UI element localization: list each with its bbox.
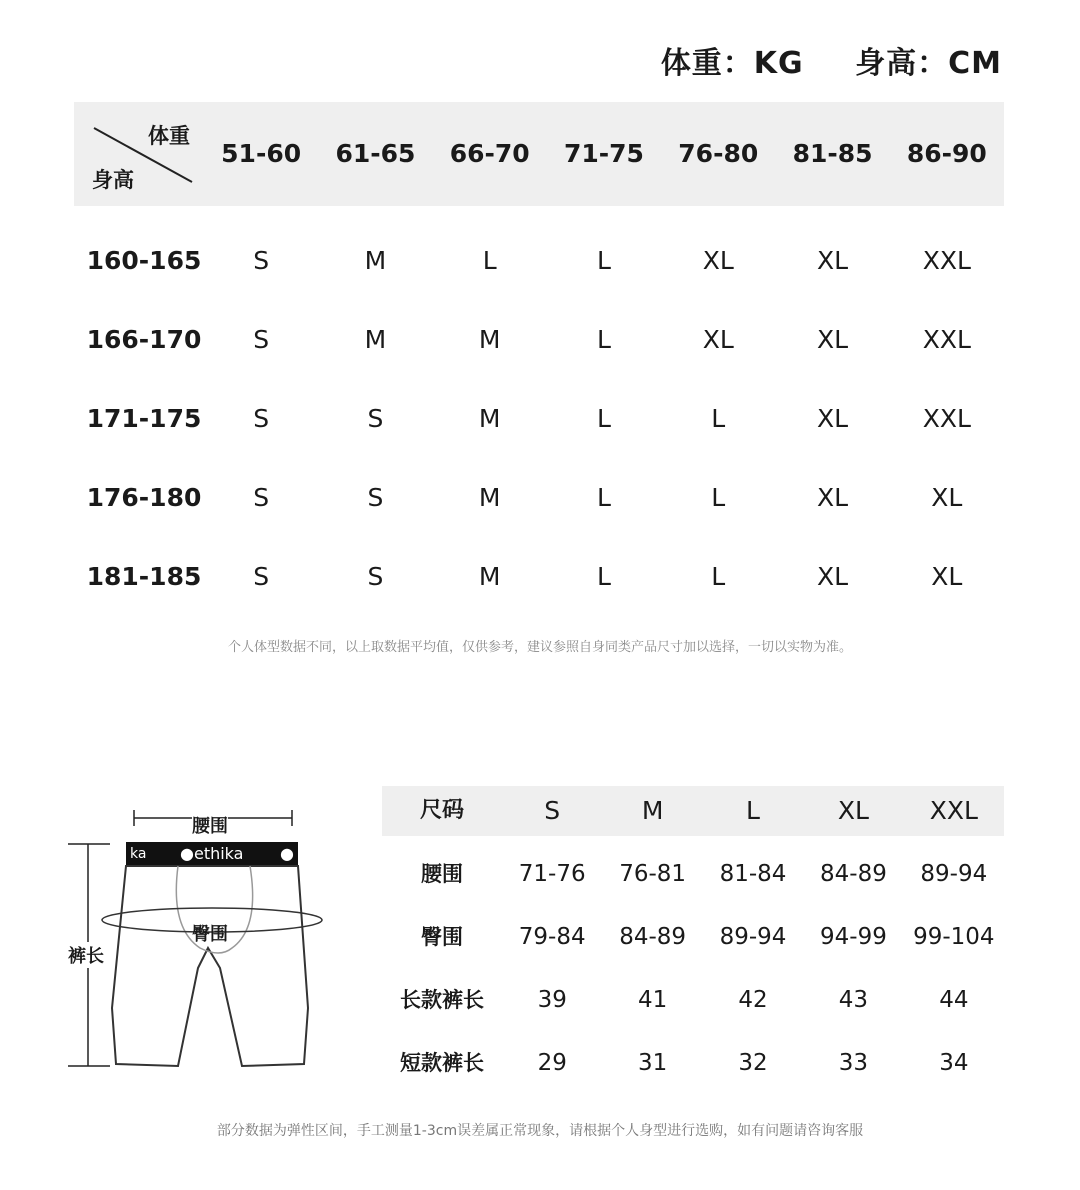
size-header: M: [641, 796, 664, 825]
table-row: [74, 300, 1004, 379]
row-label: 短款裤长: [400, 1051, 484, 1075]
weight-columns: [204, 102, 1004, 206]
measurement-table: [382, 786, 1004, 1088]
size-cell: M: [478, 404, 501, 433]
height-unit: 身高：CM: [855, 46, 1002, 81]
size-header: 尺码: [419, 798, 464, 823]
size-chart-note: 个人体型数据不同，以上取数据平均值，仅供参考，建议参照自身同类产品尺寸加以选择，一切以实物为准。: [227, 640, 852, 655]
value-cell: 39: [537, 987, 567, 1013]
size-cell: L: [711, 562, 726, 591]
size-header: L: [746, 796, 760, 825]
brand-logo: [180, 844, 243, 863]
weight-column: 71-75: [564, 139, 644, 168]
table-row: [382, 1025, 1004, 1088]
row-label: 长款裤长: [400, 988, 484, 1012]
weight-column: 76-80: [678, 139, 759, 168]
value-cell: 94-99: [820, 924, 887, 950]
value-cell: 76-81: [619, 861, 687, 887]
size-cell: L: [711, 483, 726, 512]
size-cell: XXL: [922, 404, 971, 433]
table-row: [382, 962, 1004, 1025]
size-cell: M: [478, 325, 501, 354]
waistband-right-icon: ●: [280, 844, 294, 863]
table-row: [74, 537, 1004, 616]
size-cell: XL: [817, 562, 849, 591]
weight-column: 51-60: [221, 139, 302, 168]
value-cell: 89-94: [920, 861, 988, 887]
table-row: [382, 836, 1004, 899]
value-cell: 79-84: [518, 924, 586, 950]
garment-diagram: [60, 808, 340, 1078]
value-cell: 42: [738, 987, 768, 1013]
size-cell: XL: [817, 325, 849, 354]
size-cell: L: [597, 483, 611, 512]
table-row: [74, 379, 1004, 458]
value-cell: 41: [637, 987, 668, 1013]
size-cell: S: [253, 246, 270, 275]
size-cell: XL: [931, 483, 963, 512]
size-cell: XL: [931, 562, 963, 591]
size-cell: L: [597, 325, 611, 354]
size-cell: S: [253, 404, 270, 433]
value-cell: 71-76: [518, 861, 586, 887]
value-cell: 84-89: [820, 861, 887, 887]
waistband-left-text: ka: [130, 846, 147, 862]
table-row: [74, 458, 1004, 537]
size-header: S: [544, 796, 561, 825]
size-cell: XXL: [922, 325, 971, 354]
value-cell: 89-94: [719, 924, 787, 950]
size-cell: L: [482, 246, 497, 275]
size-cell: M: [478, 562, 501, 591]
waist-label: 腰围: [192, 812, 228, 838]
size-chart-header: [74, 102, 1004, 206]
height-range: 166-170: [86, 325, 202, 354]
height-range: 160-165: [86, 246, 202, 275]
value-cell: 81-84: [719, 861, 787, 887]
size-chart-table: [74, 102, 1004, 616]
height-range: 171-175: [86, 404, 202, 433]
measurement-note: 部分数据为弹性区间，手工测量1-3cm误差属正常现象，请根据个人身型进行选购，如有问题请咨询客服: [216, 1123, 864, 1139]
value-cell: 33: [838, 1050, 869, 1076]
size-cell: XL: [817, 404, 849, 433]
weight-unit: 体重：KG: [660, 46, 804, 81]
size-cell: S: [367, 483, 384, 512]
size-cell: S: [253, 325, 270, 354]
brand-icon: ●: [180, 844, 194, 863]
row-label: 臀围: [421, 925, 463, 949]
size-cell: XL: [817, 483, 849, 512]
length-label: 裤长: [68, 942, 104, 968]
size-cell: M: [364, 246, 387, 275]
size-cell: XL: [817, 246, 849, 275]
value-cell: 84-89: [619, 924, 687, 950]
size-cell: L: [597, 404, 611, 433]
value-cell: 31: [637, 1050, 668, 1076]
corner-weight-label: 体重: [148, 124, 190, 148]
height-range: 176-180: [86, 483, 202, 512]
value-cell: 32: [738, 1050, 768, 1076]
size-cell: L: [597, 246, 611, 275]
size-cell: S: [367, 562, 384, 591]
table-row: [382, 899, 1004, 962]
weight-column: 81-85: [792, 139, 873, 168]
measurement-table-header: [382, 786, 1004, 836]
value-cell: 44: [939, 987, 969, 1013]
size-header: XL: [837, 796, 869, 825]
weight-column: 66-70: [449, 139, 530, 168]
row-label: 腰围: [421, 862, 463, 886]
value-cell: 99-104: [913, 924, 995, 950]
height-range: 181-185: [86, 562, 202, 591]
size-cell: M: [478, 483, 501, 512]
table-row: [74, 221, 1004, 300]
brand-name: ethika: [193, 844, 244, 863]
value-cell: 34: [939, 1050, 969, 1076]
size-cell: S: [367, 404, 384, 433]
size-cell: M: [364, 325, 387, 354]
hip-label: 臀围: [192, 924, 228, 945]
value-cell: 29: [537, 1050, 567, 1076]
size-cell: XL: [702, 246, 734, 275]
corner-cell: [74, 102, 204, 206]
size-header: XXL: [929, 796, 978, 825]
size-chart-body: [74, 206, 1004, 616]
weight-column: 86-90: [906, 139, 987, 168]
size-cell: L: [597, 562, 611, 591]
corner-height-label: 身高: [92, 168, 134, 192]
size-cell: S: [253, 562, 270, 591]
weight-column: 61-65: [335, 139, 416, 168]
size-cell: XXL: [922, 246, 971, 275]
size-cell: S: [253, 483, 270, 512]
size-cell: XL: [702, 325, 734, 354]
units-legend: [621, 38, 1002, 82]
value-cell: 43: [838, 987, 869, 1013]
size-cell: L: [711, 404, 726, 433]
